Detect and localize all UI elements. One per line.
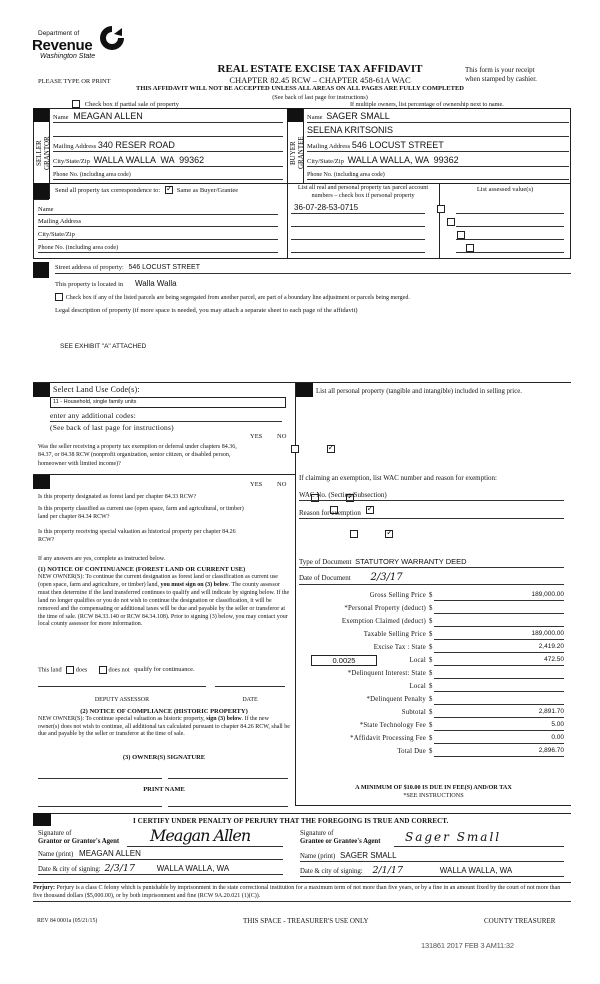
deputy-assessor-line[interactable] [38, 686, 206, 687]
owner-signature-label: (3) OWNER(S) SIGNATURE [122, 754, 206, 761]
section-marker-certification [33, 813, 51, 826]
tax-row-excise-state: Excise Tax : State $ 2,419.20 [373, 643, 564, 651]
if-yes-note: If any answers are yes, complete as instructed below. [38, 556, 166, 562]
parcel-row-3[interactable] [291, 229, 425, 240]
wac-number-field[interactable]: WAC No. (Section/Subsection) [299, 491, 564, 501]
street-address: 546 LOCUST STREET [128, 264, 200, 271]
located-row: This property is located in Walla Walla [55, 279, 177, 288]
receipt-note-1: This form is your receipt [465, 66, 535, 74]
parcel-personal-checkbox-2[interactable] [447, 218, 455, 226]
please-type: PLEASE TYPE OR PRINT [38, 78, 111, 85]
current-use-question: Is this property classified as current use (open space, farm and agricultural, or timber) land per chapter 84.34 RCW? [38, 506, 244, 520]
notice-compliance-body: NEW OWNER(S): To continue special valuation as historic property, sign (3) below. If the new owner(s) does not wish to continue, all additional tax calculated pursuant to chapter 84.26 RCW, shall be due and payable by the seller or transferor at the time of sale. [38, 716, 290, 737]
buyer-name2-field[interactable] [307, 125, 569, 137]
tax-row-gross: Gross Selling Price $ 189,000.00 [369, 591, 564, 599]
exemption-reason-field[interactable]: Reason for exemption [299, 509, 564, 519]
parcel-row-1[interactable]: 36-07-28-53-0715 [291, 203, 425, 214]
seller-name2-field[interactable] [53, 126, 283, 137]
grantor-date-field[interactable]: Date & city of signing: 2/3/17 WALLA WALLA, WA [38, 863, 283, 875]
buyer-phone-field[interactable]: Phone No. (including area code) [307, 170, 569, 180]
land-use-instructions: (See back of last page for instructions) [50, 423, 174, 432]
located-in[interactable]: Walla Walla [134, 279, 177, 288]
correspondence-row: Send all property tax correspondence to: ✓ Same as Buyer/Grantee [55, 186, 238, 194]
grantor-sig-label: Signature of Grantor or Grantor's Agent [38, 830, 120, 845]
segregated-checkbox[interactable] [55, 293, 63, 301]
total-due[interactable]: 2,896.70 [434, 747, 564, 757]
parcel-header: List all real and personal property tax parcel account numbers – check box if personal property [297, 184, 429, 199]
grantee-city: WALLA WALLA, WA [439, 866, 513, 875]
dor-logo [30, 22, 130, 62]
assessed-value-1[interactable] [456, 203, 564, 214]
seller-phone-field[interactable]: Phone No. (including area code) [53, 170, 283, 180]
buyer-mailing-field[interactable]: Mailing Address 546 LOCUST STREET [307, 140, 569, 152]
parcel-row-4[interactable] [291, 242, 425, 253]
local-rate-box[interactable]: 0.0025 [311, 655, 377, 666]
grantee-date: 2/1/17 [372, 865, 404, 876]
tax-row-taxable: Taxable Selling Price $ 189,000.00 [363, 630, 564, 638]
document-type: STATUTORY WARRANTY DEED [355, 557, 467, 566]
grantee-sig-label: Signature of Grantee or Grantee's Agent [300, 830, 381, 845]
tax-row-total: Total Due $ 2,896.70 [397, 747, 564, 755]
deputy-date-line[interactable] [215, 686, 285, 687]
tax-row-tech-fee: *State Technology Fee $ 5.00 [359, 721, 564, 729]
tax-row-processing-fee: *Affidavit Processing Fee $ 0.00 [350, 734, 564, 742]
seller-grantor-label: SELLER GRANTOR [35, 136, 51, 170]
continuance-row: This land does does not qualify for continuance. [38, 666, 195, 674]
parcel-row-2[interactable] [291, 216, 425, 227]
owner-signature-line-1[interactable] [38, 778, 162, 779]
no-header-2: NO [277, 481, 287, 488]
section-marker-personal-property [296, 383, 313, 397]
grantor-date: 2/3/17 [104, 863, 136, 874]
street-address-field[interactable]: Street address of property: 546 LOCUST STREET [55, 263, 571, 274]
form-title: REAL ESTATE EXCISE TAX AFFIDAVIT [217, 63, 423, 75]
see-instructions-note: *SEE INSTRUCTIONS [403, 792, 464, 799]
section-marker-designation [33, 475, 50, 489]
seller-name: MEAGAN ALLEN [73, 111, 143, 121]
tax-row-delinquent-local: Local $ [299, 681, 564, 694]
does-not-checkbox[interactable] [99, 666, 107, 674]
no-header-1: NO [277, 433, 287, 440]
personal-property-label: List all personal property (tangible and intangible) included in selling price. [316, 388, 522, 395]
affidavit-processing-fee[interactable]: 0.00 [434, 734, 564, 744]
assessed-value-4[interactable] [456, 242, 564, 253]
historical-yes-checkbox[interactable] [350, 530, 358, 538]
deputy-assessor-label: DEPUTY ASSESSOR [94, 697, 150, 703]
notice-continuance-title: (1) NOTICE OF CONTINUANCE (FOREST LAND OR CURRENT USE) [38, 566, 246, 573]
buyer-name-field[interactable]: Name SAGER SMALL [307, 111, 569, 123]
forest-land-question: Is this property designated as forest land per chapter 84.33 RCW? [38, 494, 197, 500]
tax-row-personal: *Personal Property (deduct) $ [299, 603, 564, 616]
historical-question: Is this property receiving special valuation as historical property per chapter 84.26 RCW? [38, 529, 236, 543]
buyer-name: SAGER SMALL [326, 111, 390, 121]
excise-tax-local[interactable]: 472.50 [434, 656, 564, 666]
taxable-selling-price[interactable]: 189,000.00 [434, 630, 564, 640]
section-marker-seller [33, 108, 49, 122]
partial-sale-label: Check box if partial sale of property [84, 101, 179, 108]
grantor-signature-line[interactable] [127, 846, 283, 847]
notice-continuance-body: NEW OWNER(S): To continue the current designation as forest land or classification as current use (open space, farm and agriculture, or timber) land, you must sign on (3) below. The county assessor must then determine if the land transferred continues to qualify and will indicate by signing below. If the land no longer qualifies or you do not wish to continue the designation or classification, it will be removed and the compensating or additional taxes will be due and payable by the seller or transferor at the time of sale. (RCW 84.33.140 or RCW 84.34.108). Prior to signing (3) below, you may contact your local county assessor for more information. [38, 574, 290, 628]
state-technology-fee[interactable]: 5.00 [434, 721, 564, 731]
additional-codes-field[interactable]: enter any additional codes: [50, 411, 282, 422]
assessed-header: List assessed value(s) [476, 186, 534, 193]
acceptance-warning: THIS AFFIDAVIT WILL NOT BE ACCEPTED UNLESS ALL AREAS ON ALL PAGES ARE FULLY COMPLETED [136, 85, 464, 92]
seller-mailing: 340 RESER ROAD [97, 140, 175, 150]
treasurer-stamp: 131861 2017 FEB 3 AM11:32 [421, 941, 514, 950]
logo-line3: Washington State [40, 53, 96, 60]
instructions-note: (See back of last page for instructions) [272, 94, 368, 101]
section-marker-correspondence [33, 183, 49, 199]
buyer-grantee-label: BUYER GRANTEE [289, 136, 305, 170]
buyer-mailing: 546 LOCUST STREET [351, 140, 444, 150]
delinquent-interest-local[interactable] [434, 682, 564, 692]
grantor-name-field[interactable]: Name (print) MEAGAN ALLEN [38, 849, 283, 860]
delinquent-interest-state[interactable] [434, 669, 564, 679]
dor-swirl-icon [98, 24, 126, 52]
tax-table [299, 590, 564, 759]
legal-description[interactable]: SEE EXHIBIT "A" ATTACHED [60, 343, 147, 350]
form-subtitle: CHAPTER 82.45 RCW – CHAPTER 458-61A WAC [229, 75, 411, 85]
buyer-name2: SELENA KRITSONIS [307, 125, 394, 135]
section-marker-land-use [33, 383, 50, 397]
logo-line2: Revenue [32, 37, 93, 54]
exemption-question: Was the seller receiving a property tax exemption or deferral under chapters 84.36, 84.37, or 84.38 RCW (nonprofit organization, senior citizen, or disabled person, homeowner with limited income)? [38, 444, 237, 467]
tax-row-penalty: *Delinquent Penalty $ [299, 694, 564, 707]
exemption-claimed-deduct[interactable] [434, 617, 564, 627]
grantee-name: SAGER SMALL [340, 851, 397, 860]
legal-description-label: Legal description of property (if more space is needed, you may attach a separate sheet to each page of the affidavit) [55, 307, 358, 314]
tax-row-delinquent-state: *Delinquent Interest: State $ [299, 668, 564, 681]
tax-row-exemption: Exemption Claimed (deduct) $ [299, 616, 564, 629]
tax-row-excise-local: 0.0025 Local $ 472.50 [299, 655, 564, 668]
correspondence-city-field[interactable]: City/State/Zip [38, 230, 278, 240]
gross-selling-price[interactable]: 189,000.00 [434, 591, 564, 601]
certification-statement: I CERTIFY UNDER PENALTY OF PERJURY THAT THE FOREGOING IS TRUE AND CORRECT. [133, 817, 449, 825]
yes-header-2: YES [250, 481, 263, 488]
assessed-value-3[interactable] [456, 229, 564, 240]
assessed-value-2[interactable] [456, 216, 564, 227]
print-name-label: PRINT NAME [143, 786, 185, 793]
minimum-due-note: A MINIMUM OF $10.00 IS DUE IN FEE(S) AND/OR TAX [355, 784, 512, 791]
same-as-buyer-checkbox[interactable] [165, 186, 173, 194]
correspondence-mailing-field[interactable]: Mailing Address [38, 217, 278, 227]
document-date-field[interactable]: Date of Document 2/3/17 [299, 572, 564, 585]
grantor-city: WALLA WALLA, WA [156, 864, 230, 873]
yes-header-1: YES [250, 433, 263, 440]
seller-mailing-field[interactable]: Mailing Address 340 RESER ROAD [53, 140, 283, 152]
does-checkbox[interactable] [66, 666, 74, 674]
print-name-line-2[interactable] [168, 806, 288, 807]
exemption-yes-checkbox[interactable] [291, 445, 299, 453]
subtotal[interactable]: 2,891.70 [434, 708, 564, 718]
exemption-no-checkbox[interactable] [327, 445, 335, 453]
document-date: 2/3/17 [370, 572, 403, 583]
delinquent-penalty[interactable] [434, 695, 564, 705]
notice-compliance-title: (2) NOTICE OF COMPLIANCE (HISTORIC PROPERTY) [80, 708, 248, 715]
correspondence-phone-field[interactable]: Phone No. (including area code) [38, 243, 278, 253]
owner-signature-line-2[interactable] [168, 778, 288, 779]
perjury-notice: Perjury: Perjury is a class C felony which is punishable by imprisonment in the state correctional institution for a maximum term of not more than five years, or by a fine in an amount fixed by the court of not more than five thousand dollars ($5,000.00), or by both imprisonment and fine (RCW 9A.20.021 (1)(C)). [33, 884, 571, 902]
correspondence-name-field[interactable]: Name [38, 205, 278, 215]
section-marker-buyer [287, 108, 303, 122]
seller-name-field[interactable]: Name MEAGAN ALLEN [53, 111, 283, 123]
land-use-select[interactable]: 11 - Household, single family units [50, 397, 286, 408]
seller-city-field[interactable]: City/State/Zip WALLA WALLA WA 99362 [53, 155, 283, 167]
print-name-line-1[interactable] [38, 806, 162, 807]
multiple-owners-note: If multiple owners, list percentage of ownership next to name. [350, 101, 504, 108]
personal-property-deduct[interactable] [434, 604, 564, 614]
grantee-date-field[interactable]: Date & city of signing: 2/1/17 WALLA WALLA, WA [300, 865, 564, 877]
document-type-field[interactable]: Type of Document STATUTORY WARRANTY DEED [299, 557, 564, 568]
land-use-label: Select Land Use Code(s): [53, 385, 140, 394]
historical-no-checkbox[interactable] [385, 530, 393, 538]
exemption-label: If claiming an exemption, list WAC number and reason for exemption: [299, 474, 497, 482]
logo-line1: Department of [38, 30, 80, 37]
grantee-signature: Sager Small [405, 830, 502, 844]
grantor-signature: Meagan Allen [150, 826, 251, 845]
deputy-date-label: DATE [242, 697, 258, 703]
grantee-signature-line[interactable] [394, 846, 564, 847]
receipt-note-2: when stamped by cashier. [465, 75, 537, 83]
treasurer-space-label: THIS SPACE - TREASURER'S USE ONLY [243, 917, 369, 925]
buyer-city: WALLA WALLA, WA 99362 [347, 155, 459, 165]
grantor-name: MEAGAN ALLEN [79, 849, 141, 858]
buyer-city-field[interactable]: City/State/Zip WALLA WALLA, WA 99362 [307, 155, 569, 167]
excise-tax-state[interactable]: 2,419.20 [434, 643, 564, 653]
grantee-name-field[interactable]: Name (print) SAGER SMALL [300, 851, 564, 862]
segregated-row: Check box if any of the listed parcels are being segregated from another parcel, are part of a boundary line adjustment or parcels being merged. [55, 293, 410, 301]
tax-row-subtotal: Subtotal $ 2,891.70 [401, 708, 564, 716]
seller-city: WALLA WALLA WA 99362 [93, 155, 205, 165]
parcel-personal-checkbox-1[interactable] [437, 205, 445, 213]
county-treasurer-label: COUNTY TREASURER [484, 917, 556, 925]
form-id: REV 84 0001a (05/21/15) [37, 918, 98, 924]
section-marker-property [33, 262, 49, 278]
